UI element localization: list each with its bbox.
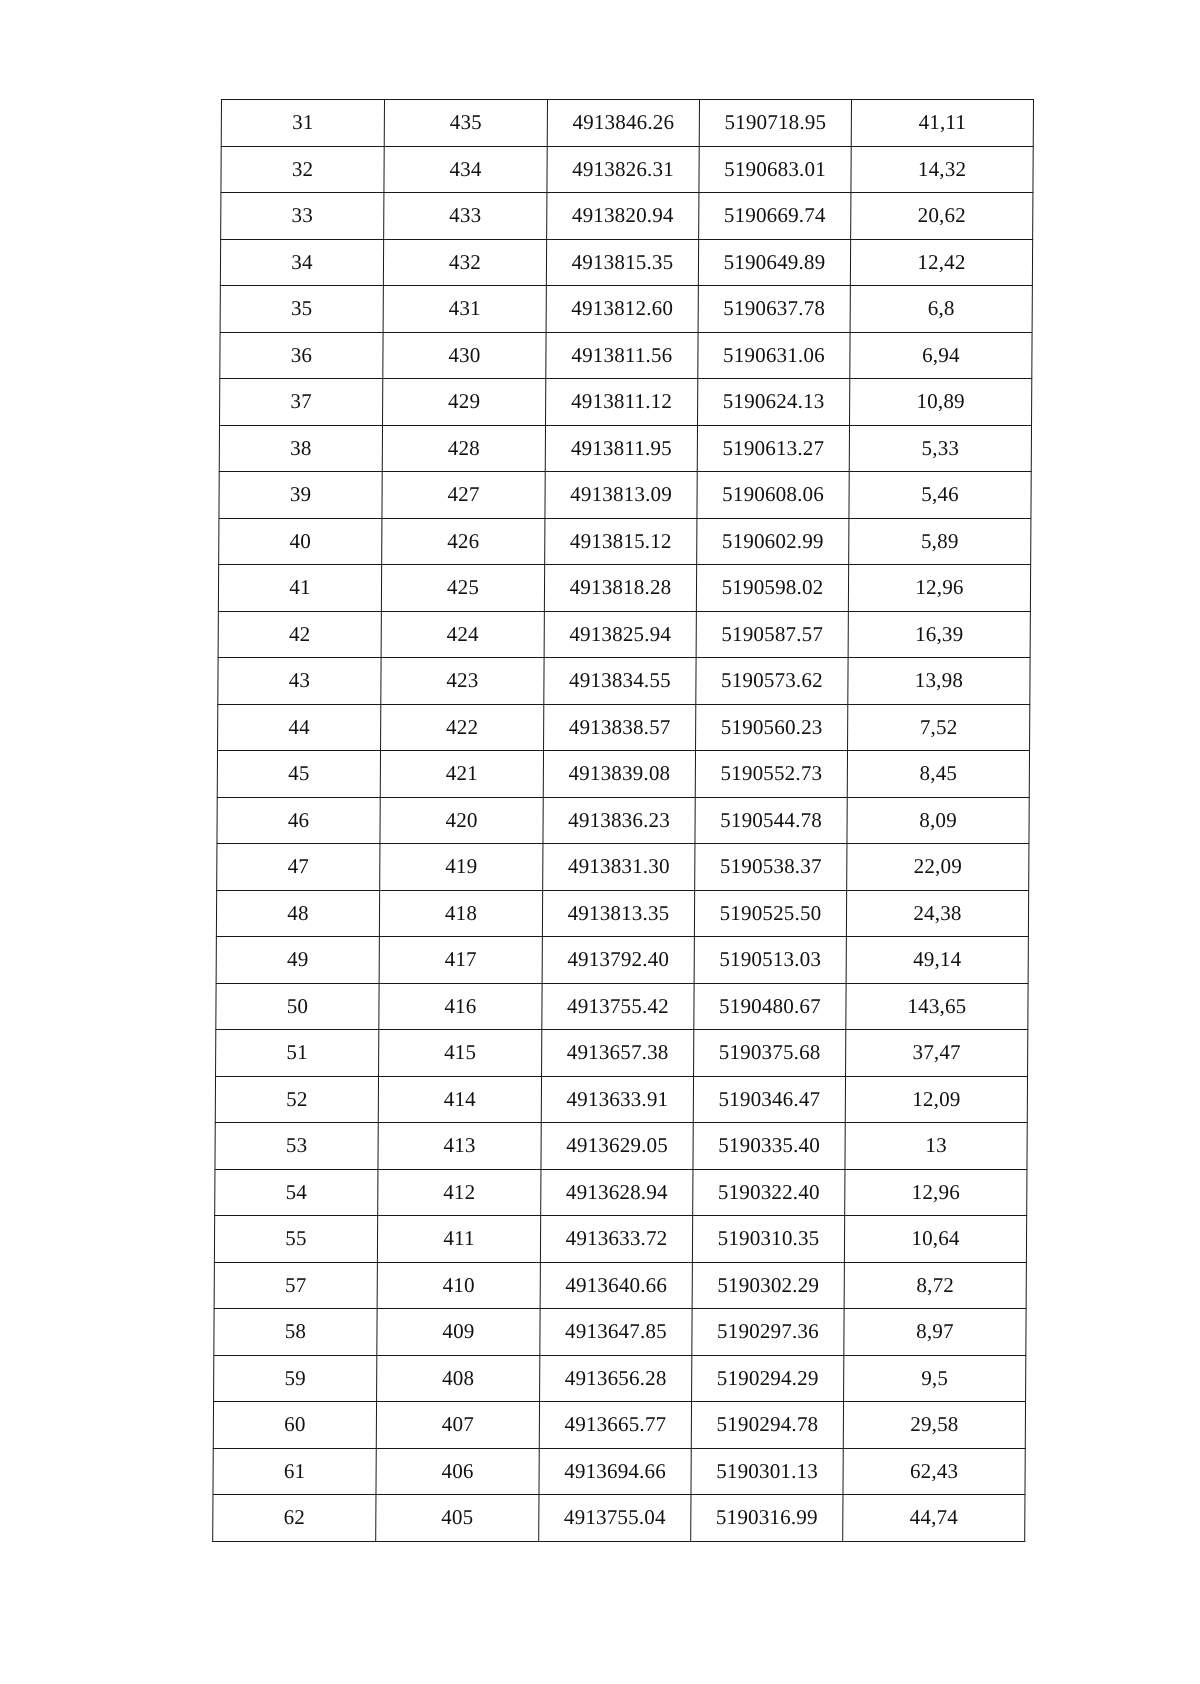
row-number-cell: 44 <box>218 704 381 751</box>
point-number-cell: 428 <box>382 425 545 472</box>
y-coordinate-cell: 5190294.29 <box>692 1355 844 1402</box>
row-number-cell: 54 <box>215 1169 378 1216</box>
x-coordinate-cell: 4913831.30 <box>543 844 695 891</box>
row-number-cell: 36 <box>220 332 383 379</box>
row-number-cell: 41 <box>218 565 381 612</box>
x-coordinate-cell: 4913815.12 <box>545 518 697 565</box>
distance-cell: 6,94 <box>850 332 1032 379</box>
distance-cell: 12,42 <box>850 239 1032 286</box>
table-row <box>220 379 1032 426</box>
table-row <box>218 565 1030 612</box>
x-coordinate-cell: 4913628.94 <box>541 1169 693 1216</box>
distance-cell: 9,5 <box>844 1355 1026 1402</box>
table-row <box>218 704 1030 751</box>
point-number-cell: 406 <box>376 1448 539 1495</box>
y-coordinate-cell: 5190301.13 <box>691 1448 843 1495</box>
distance-cell: 49,14 <box>846 937 1028 984</box>
point-number-cell: 415 <box>379 1030 542 1077</box>
row-number-cell: 34 <box>220 239 383 286</box>
point-number-cell: 416 <box>379 983 542 1030</box>
table-row <box>215 1076 1027 1123</box>
table-row <box>217 751 1029 798</box>
table-row <box>213 1448 1025 1495</box>
y-coordinate-cell: 5190513.03 <box>694 937 846 984</box>
table-row <box>215 1123 1027 1170</box>
distance-cell: 5,89 <box>849 518 1031 565</box>
row-number-cell: 37 <box>220 379 383 426</box>
distance-cell: 8,72 <box>844 1262 1026 1309</box>
point-number-cell: 425 <box>381 565 544 612</box>
table-row <box>219 518 1031 565</box>
point-number-cell: 426 <box>382 518 545 565</box>
y-coordinate-cell: 5190718.95 <box>699 100 851 147</box>
y-coordinate-cell: 5190316.99 <box>691 1495 843 1542</box>
table-row <box>218 658 1030 705</box>
point-number-cell: 420 <box>380 797 543 844</box>
distance-cell: 7,52 <box>848 704 1030 751</box>
y-coordinate-cell: 5190346.47 <box>693 1076 845 1123</box>
table-row <box>216 937 1028 984</box>
row-number-cell: 52 <box>215 1076 378 1123</box>
x-coordinate-cell: 4913640.66 <box>540 1262 692 1309</box>
table-row <box>216 983 1028 1030</box>
row-number-cell: 55 <box>214 1216 377 1263</box>
distance-cell: 6,8 <box>850 286 1032 333</box>
point-number-cell: 408 <box>377 1355 540 1402</box>
distance-cell: 8,97 <box>844 1309 1026 1356</box>
coordinates-table-container <box>221 99 1033 1542</box>
x-coordinate-cell: 4913755.42 <box>542 983 694 1030</box>
row-number-cell: 59 <box>214 1355 377 1402</box>
table-row <box>214 1216 1026 1263</box>
x-coordinate-cell: 4913811.95 <box>545 425 697 472</box>
x-coordinate-cell: 4913820.94 <box>547 193 699 240</box>
table-row <box>219 425 1031 472</box>
y-coordinate-cell: 5190608.06 <box>697 472 849 519</box>
distance-cell: 37,47 <box>846 1030 1028 1077</box>
table-row <box>220 286 1032 333</box>
x-coordinate-cell: 4913834.55 <box>544 658 696 705</box>
y-coordinate-cell: 5190525.50 <box>694 890 846 937</box>
x-coordinate-cell: 4913656.28 <box>540 1355 692 1402</box>
row-number-cell: 61 <box>213 1448 376 1495</box>
table-row <box>221 100 1033 147</box>
point-number-cell: 431 <box>383 286 546 333</box>
y-coordinate-cell: 5190573.62 <box>696 658 848 705</box>
distance-cell: 10,64 <box>844 1216 1026 1263</box>
row-number-cell: 50 <box>216 983 379 1030</box>
x-coordinate-cell: 4913813.09 <box>545 472 697 519</box>
x-coordinate-cell: 4913629.05 <box>541 1123 693 1170</box>
distance-cell: 12,09 <box>845 1076 1027 1123</box>
row-number-cell: 51 <box>216 1030 379 1077</box>
table-row <box>216 1030 1028 1077</box>
table-row <box>213 1402 1025 1449</box>
x-coordinate-cell: 4913836.23 <box>543 797 695 844</box>
y-coordinate-cell: 5190683.01 <box>699 146 851 193</box>
table-row <box>215 1169 1027 1216</box>
y-coordinate-cell: 5190552.73 <box>695 751 847 798</box>
distance-cell: 10,89 <box>850 379 1032 426</box>
row-number-cell: 49 <box>216 937 379 984</box>
y-coordinate-cell: 5190669.74 <box>699 193 851 240</box>
y-coordinate-cell: 5190560.23 <box>696 704 848 751</box>
point-number-cell: 414 <box>378 1076 541 1123</box>
x-coordinate-cell: 4913818.28 <box>544 565 696 612</box>
distance-cell: 12,96 <box>848 565 1030 612</box>
row-number-cell: 38 <box>219 425 382 472</box>
y-coordinate-cell: 5190335.40 <box>693 1123 845 1170</box>
row-number-cell: 33 <box>221 193 384 240</box>
row-number-cell: 42 <box>218 611 381 658</box>
point-number-cell: 423 <box>381 658 544 705</box>
table-row <box>214 1355 1026 1402</box>
point-number-cell: 411 <box>377 1216 540 1263</box>
point-number-cell: 418 <box>379 890 542 937</box>
row-number-cell: 46 <box>217 797 380 844</box>
point-number-cell: 427 <box>382 472 545 519</box>
table-row <box>216 890 1028 937</box>
row-number-cell: 39 <box>219 472 382 519</box>
y-coordinate-cell: 5190538.37 <box>695 844 847 891</box>
y-coordinate-cell: 5190602.99 <box>697 518 849 565</box>
point-number-cell: 435 <box>384 100 547 147</box>
distance-cell: 41,11 <box>851 100 1033 147</box>
point-number-cell: 429 <box>383 379 546 426</box>
point-number-cell: 419 <box>380 844 543 891</box>
y-coordinate-cell: 5190297.36 <box>692 1309 844 1356</box>
point-number-cell: 417 <box>379 937 542 984</box>
row-number-cell: 47 <box>217 844 380 891</box>
row-number-cell: 62 <box>213 1495 376 1542</box>
x-coordinate-cell: 4913838.57 <box>544 704 696 751</box>
y-coordinate-cell: 5190310.35 <box>692 1216 844 1263</box>
distance-cell: 24,38 <box>846 890 1028 937</box>
table-row <box>221 146 1033 193</box>
table-row <box>218 611 1030 658</box>
x-coordinate-cell: 4913755.04 <box>539 1495 691 1542</box>
table-row <box>214 1309 1026 1356</box>
row-number-cell: 35 <box>220 286 383 333</box>
row-number-cell: 32 <box>221 146 384 193</box>
x-coordinate-cell: 4913694.66 <box>539 1448 691 1495</box>
x-coordinate-cell: 4913846.26 <box>547 100 699 147</box>
row-number-cell: 58 <box>214 1309 377 1356</box>
distance-cell: 13 <box>845 1123 1027 1170</box>
point-number-cell: 412 <box>378 1169 541 1216</box>
distance-cell: 8,45 <box>847 751 1029 798</box>
x-coordinate-cell: 4913813.35 <box>542 890 694 937</box>
y-coordinate-cell: 5190637.78 <box>698 286 850 333</box>
point-number-cell: 434 <box>384 146 547 193</box>
table-row <box>219 472 1031 519</box>
point-number-cell: 405 <box>376 1495 539 1542</box>
point-number-cell: 407 <box>376 1402 539 1449</box>
distance-cell: 22,09 <box>847 844 1029 891</box>
distance-cell: 44,74 <box>843 1495 1025 1542</box>
y-coordinate-cell: 5190294.78 <box>691 1402 843 1449</box>
distance-cell: 16,39 <box>848 611 1030 658</box>
distance-cell: 5,46 <box>849 472 1031 519</box>
point-number-cell: 422 <box>381 704 544 751</box>
row-number-cell: 40 <box>219 518 382 565</box>
distance-cell: 14,32 <box>851 146 1033 193</box>
x-coordinate-cell: 4913826.31 <box>547 146 699 193</box>
point-number-cell: 413 <box>378 1123 541 1170</box>
row-number-cell: 53 <box>215 1123 378 1170</box>
table-row <box>214 1262 1026 1309</box>
y-coordinate-cell: 5190613.27 <box>697 425 849 472</box>
row-number-cell: 48 <box>216 890 379 937</box>
table-body <box>213 100 1034 1542</box>
x-coordinate-cell: 4913839.08 <box>543 751 695 798</box>
distance-cell: 62,43 <box>843 1448 1025 1495</box>
distance-cell: 20,62 <box>851 193 1033 240</box>
row-number-cell: 57 <box>214 1262 377 1309</box>
distance-cell: 8,09 <box>847 797 1029 844</box>
distance-cell: 5,33 <box>849 425 1031 472</box>
table-row <box>220 239 1032 286</box>
distance-cell: 12,96 <box>845 1169 1027 1216</box>
distance-cell: 143,65 <box>846 983 1028 1030</box>
y-coordinate-cell: 5190322.40 <box>693 1169 845 1216</box>
point-number-cell: 433 <box>384 193 547 240</box>
row-number-cell: 31 <box>221 100 384 147</box>
row-number-cell: 45 <box>217 751 380 798</box>
table-row <box>217 797 1029 844</box>
coordinates-table <box>212 99 1034 1542</box>
table-row <box>217 844 1029 891</box>
row-number-cell: 43 <box>218 658 381 705</box>
distance-cell: 13,98 <box>848 658 1030 705</box>
x-coordinate-cell: 4913825.94 <box>544 611 696 658</box>
x-coordinate-cell: 4913647.85 <box>540 1309 692 1356</box>
x-coordinate-cell: 4913633.91 <box>541 1076 693 1123</box>
x-coordinate-cell: 4913811.12 <box>546 379 698 426</box>
table-row <box>220 332 1032 379</box>
distance-cell: 29,58 <box>843 1402 1025 1449</box>
table-row <box>221 193 1033 240</box>
x-coordinate-cell: 4913633.72 <box>540 1216 692 1263</box>
y-coordinate-cell: 5190649.89 <box>698 239 850 286</box>
point-number-cell: 421 <box>380 751 543 798</box>
y-coordinate-cell: 5190631.06 <box>698 332 850 379</box>
y-coordinate-cell: 5190624.13 <box>698 379 850 426</box>
point-number-cell: 430 <box>383 332 546 379</box>
table-row <box>213 1495 1025 1542</box>
x-coordinate-cell: 4913815.35 <box>546 239 698 286</box>
x-coordinate-cell: 4913665.77 <box>539 1402 691 1449</box>
y-coordinate-cell: 5190480.67 <box>694 983 846 1030</box>
y-coordinate-cell: 5190544.78 <box>695 797 847 844</box>
x-coordinate-cell: 4913657.38 <box>542 1030 694 1077</box>
y-coordinate-cell: 5190375.68 <box>694 1030 846 1077</box>
x-coordinate-cell: 4913792.40 <box>542 937 694 984</box>
x-coordinate-cell: 4913812.60 <box>546 286 698 333</box>
y-coordinate-cell: 5190302.29 <box>692 1262 844 1309</box>
point-number-cell: 409 <box>377 1309 540 1356</box>
x-coordinate-cell: 4913811.56 <box>546 332 698 379</box>
y-coordinate-cell: 5190598.02 <box>696 565 848 612</box>
point-number-cell: 424 <box>381 611 544 658</box>
point-number-cell: 432 <box>383 239 546 286</box>
row-number-cell: 60 <box>213 1402 376 1449</box>
y-coordinate-cell: 5190587.57 <box>696 611 848 658</box>
point-number-cell: 410 <box>377 1262 540 1309</box>
